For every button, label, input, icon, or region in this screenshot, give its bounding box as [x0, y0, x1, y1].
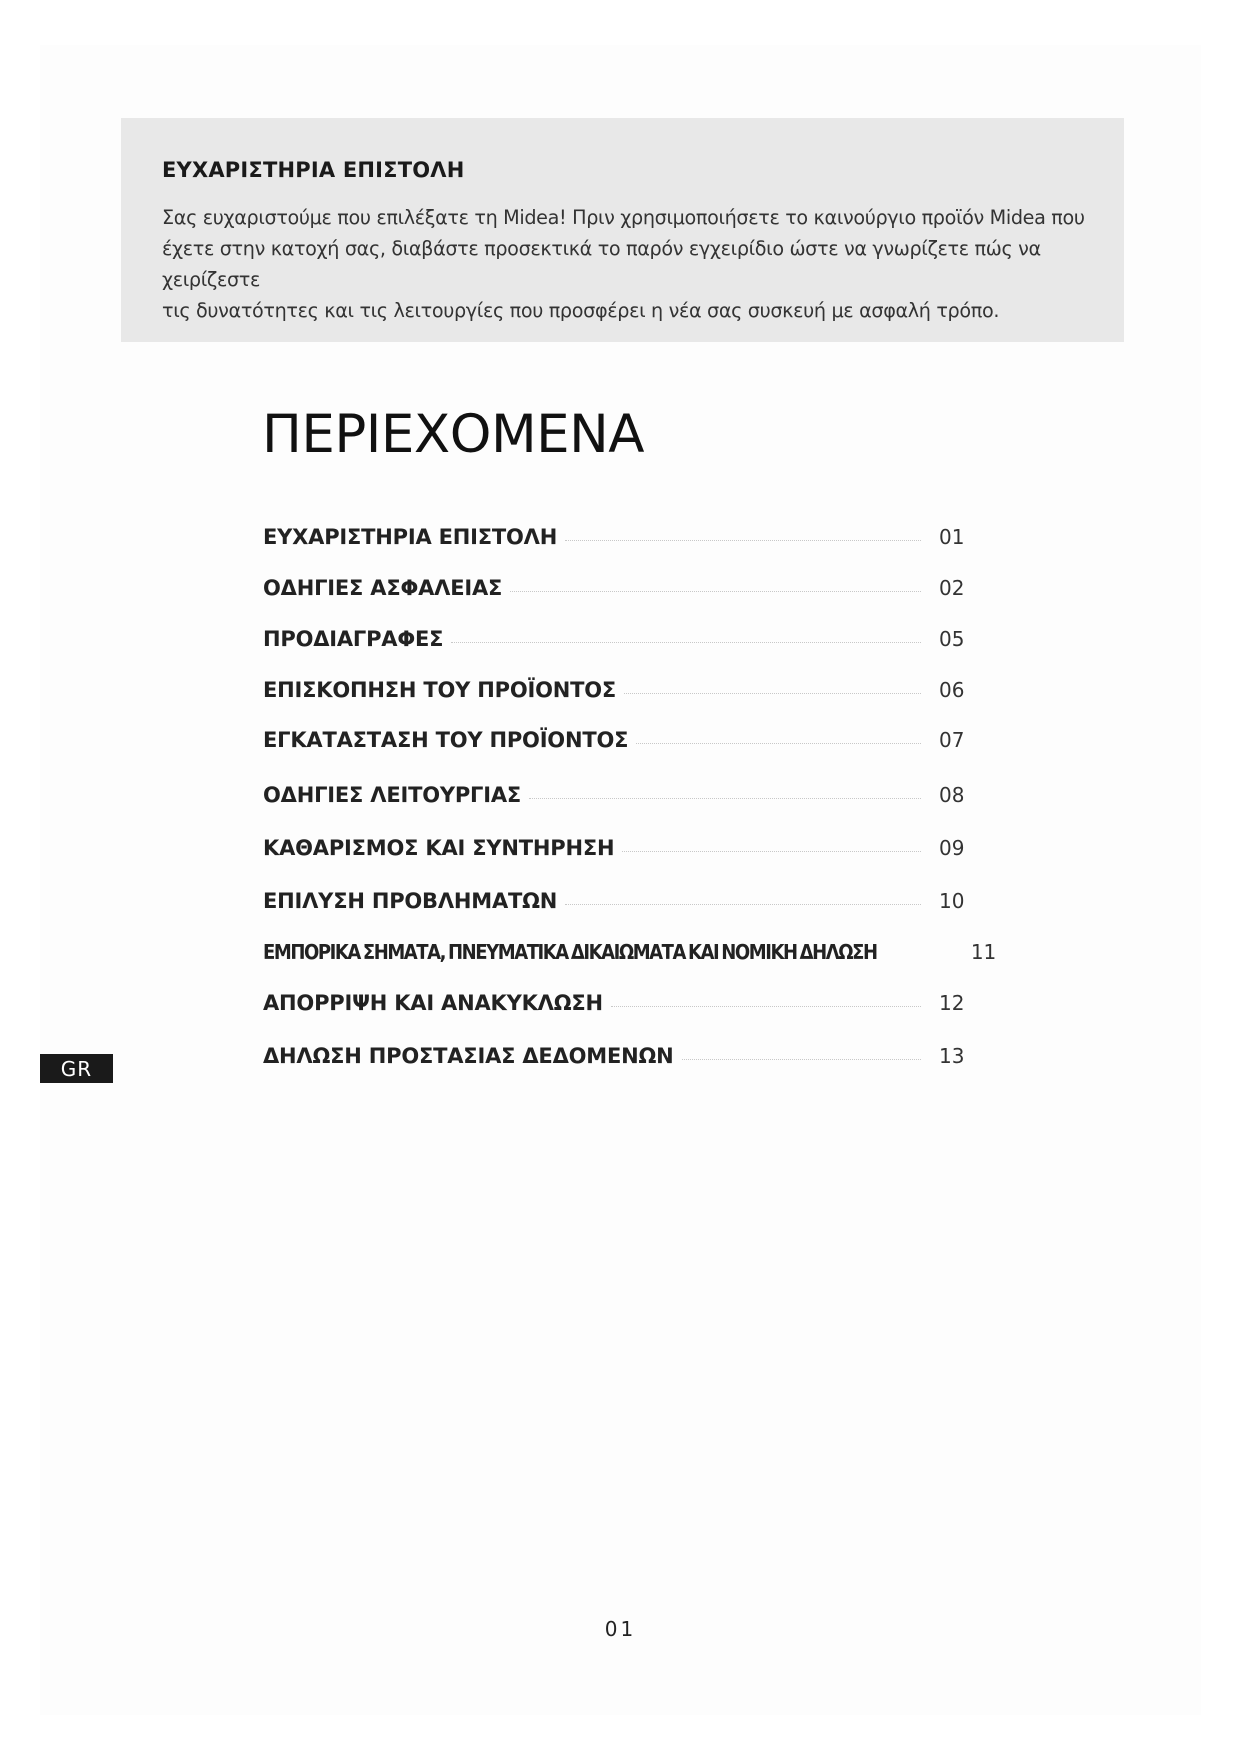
toc-dot-leader: [510, 591, 921, 592]
toc-entry-page: 05: [939, 627, 965, 651]
language-tab: GR: [40, 1054, 113, 1083]
toc-entry-label: ΕΥΧΑΡΙΣΤΗΡΙΑ ΕΠΙΣΤΟΛΗ: [263, 525, 558, 549]
toc-dot-leader: [565, 540, 921, 541]
toc-entry[interactable]: [263, 1040, 973, 1072]
thank-you-letter-line: τις δυνατότητες και τις λειτουργίες που προσφέρει η νέα σας συσκευή με ασφαλή τρόπο.: [162, 299, 1000, 322]
toc-entry-page: 09: [939, 836, 965, 860]
toc-entry[interactable]: [263, 521, 973, 553]
toc-entry-page: 12: [939, 991, 965, 1015]
toc-entry-label: ΟΔΗΓΙΕΣ ΑΣΦΑΛΕΙΑΣ: [263, 576, 503, 600]
toc-entry-page: 11: [970, 940, 997, 964]
toc-entry-label: ΕΜΠΟΡΙΚΑ ΣΗΜΑΤΑ, ΠΝΕΥΜΑΤΙΚΑ ΔΙΚΑΙΩΜΑΤΑ ΚΑΙ ΝΟΜΙΚΗ ΔΗΛΩΣΗ: [263, 940, 877, 964]
toc-entry-label: ΚΑΘΑΡΙΣΜΟΣ ΚΑΙ ΣΥΝΤΗΡΗΣΗ: [263, 836, 615, 860]
toc-dot-leader: [529, 798, 921, 799]
toc-entry[interactable]: [263, 779, 973, 811]
thank-you-letter-body: [162, 202, 1086, 326]
toc-entry-page: 10: [939, 889, 965, 913]
toc-dot-leader: [624, 693, 921, 694]
toc-dot-leader: [565, 904, 921, 905]
toc-entry[interactable]: [263, 623, 973, 655]
toc-entry-label: ΔΗΛΩΣΗ ΠΡΟΣΤΑΣΙΑΣ ΔΕΔΟΜΕΝΩΝ: [263, 1044, 674, 1068]
toc-entry-page: 08: [939, 783, 965, 807]
toc-entry-page: 07: [939, 728, 965, 752]
thank-you-letter-title: ΕΥΧΑΡΙΣΤΗΡΙΑ ΕΠΙΣΤΟΛΗ: [162, 158, 465, 182]
toc-dot-leader: [451, 642, 921, 643]
toc-entry[interactable]: [263, 936, 997, 968]
page-number: 01: [604, 1617, 637, 1641]
toc-entry[interactable]: [263, 724, 973, 756]
toc-entry[interactable]: [263, 987, 973, 1019]
toc-entry[interactable]: [263, 572, 973, 604]
toc-entry-label: ΑΠΟΡΡΙΨΗ ΚΑΙ ΑΝΑΚΥΚΛΩΣΗ: [263, 991, 603, 1015]
toc-entry-label: ΕΠΙΣΚΟΠΗΣΗ ΤΟΥ ΠΡΟΪΟΝΤΟΣ: [263, 678, 617, 702]
contents-title: ΠΕΡΙΕΧΟΜΕΝΑ: [262, 404, 645, 465]
toc-dot-leader: [636, 743, 921, 744]
toc-entry-label: ΠΡΟΔΙΑΓΡΑΦΕΣ: [263, 627, 444, 651]
toc-entry-page: 13: [939, 1044, 965, 1068]
toc-entry-page: 06: [939, 678, 965, 702]
toc-entry-label: ΟΔΗΓΙΕΣ ΛΕΙΤΟΥΡΓΙΑΣ: [263, 783, 522, 807]
toc-entry-page: 01: [939, 525, 965, 549]
thank-you-letter-line: έχετε στην κατοχή σας, διαβάστε προσεκτικά το παρόν εγχειρίδιο ώστε να γνωρίζετε πώς να χειρίζεστε: [162, 237, 1041, 291]
toc-dot-leader: [611, 1006, 921, 1007]
toc-entry-page: 02: [939, 576, 965, 600]
thank-you-letter-box: [121, 118, 1124, 342]
toc-entry[interactable]: [263, 674, 973, 706]
toc-dot-leader: [622, 851, 921, 852]
toc-entry-label: ΕΠΙΛΥΣΗ ΠΡΟΒΛΗΜΑΤΩΝ: [263, 889, 558, 913]
toc-entry[interactable]: [263, 885, 973, 917]
toc-dot-leader: [682, 1059, 921, 1060]
thank-you-letter-line: Σας ευχαριστούμε που επιλέξατε τη Midea! Πριν χρησιμοποιήσετε το καινούργιο προϊόν Midea που: [162, 206, 1085, 229]
toc-entry-label: ΕΓΚΑΤΑΣΤΑΣΗ ΤΟΥ ΠΡΟΪΟΝΤΟΣ: [263, 728, 629, 752]
toc-entry[interactable]: [263, 832, 973, 864]
